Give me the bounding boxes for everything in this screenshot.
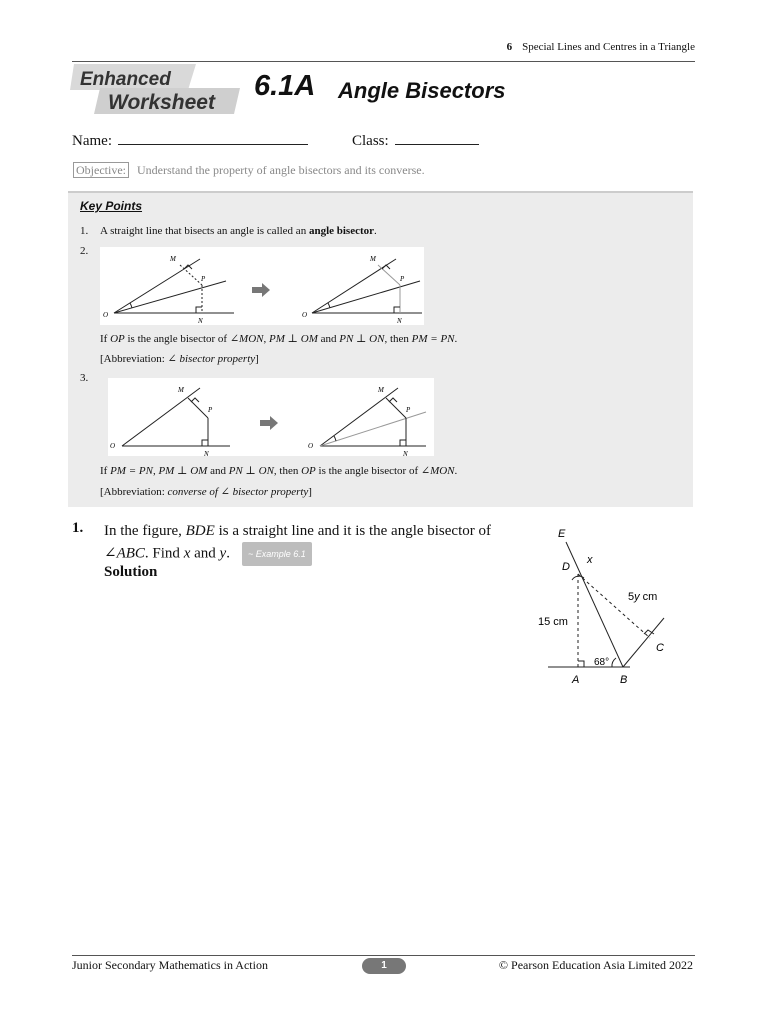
fig2-left-m: M <box>170 255 176 263</box>
chapter-title: Special Lines and Centres in a Triangle <box>522 41 695 53</box>
key-points-panel <box>68 191 693 507</box>
fig3-left-n: N <box>204 450 209 456</box>
worksheet-code: 6.1A <box>254 70 316 102</box>
key-point-3-text: If PM = PN, PM ⊥ OM and PN ⊥ ON, then OP is the angle bisector of ∠MON. <box>100 465 458 477</box>
key-point-1-text: A straight line that bisects an angle is called an angle bisector. <box>100 225 377 237</box>
point-b-label: B <box>620 674 628 686</box>
arrow-right-icon <box>252 283 270 297</box>
fig2-left-o: O <box>103 311 109 319</box>
key-point-2-number: 2. <box>80 245 89 257</box>
arrow-right-icon <box>260 416 278 430</box>
side-5y-label: 5y cm <box>628 591 658 603</box>
chapter-number: 6 <box>506 41 513 53</box>
objective-text: Understand the property of angle bisectors and its converse. <box>137 163 425 177</box>
solution-label: Solution <box>104 564 158 580</box>
point-e-label: E <box>558 528 566 540</box>
fig2-left-p: P <box>201 275 206 283</box>
name-label: Name: <box>72 133 112 149</box>
enhanced-worksheet-banner <box>70 62 240 118</box>
fig3-left <box>122 388 230 446</box>
fig3-right <box>320 388 426 446</box>
banner-line2: Worksheet <box>108 91 215 114</box>
side-15cm-label: 15 cm <box>538 616 568 628</box>
key-points-title: Key Points <box>80 199 143 213</box>
point-a-label: A <box>572 674 580 686</box>
key-point-3-figure <box>108 378 434 456</box>
key-point-2-text: If OP is the angle bisector of ∠MON, PM ⊥ OM and PN ⊥ ON, then PM = PN. <box>100 333 458 345</box>
fig3-left-p: P <box>208 406 213 414</box>
fig2-right-n: N <box>397 317 402 325</box>
fig2-right-m: M <box>370 255 376 263</box>
objective-label: Objective: <box>73 162 129 178</box>
example-reference-badge[interactable]: ~ Example 6.1 <box>242 542 312 566</box>
name-field[interactable] <box>72 133 308 150</box>
fig3-right-n: N <box>403 450 408 456</box>
name-blank[interactable] <box>118 133 308 145</box>
fig3-right-m: M <box>378 386 384 394</box>
class-blank[interactable] <box>395 133 479 145</box>
point-c-label: C <box>656 642 664 654</box>
fig2-left <box>114 259 234 313</box>
fig3-left-o: O <box>110 442 116 450</box>
point-d-label: D <box>562 561 570 573</box>
key-point-3-abbreviation: [Abbreviation: converse of ∠ bisector property] <box>100 486 312 498</box>
fig3-right-o: O <box>308 442 314 450</box>
class-label: Class: <box>352 133 389 149</box>
objective <box>73 163 425 178</box>
banner-line1: Enhanced <box>80 69 171 90</box>
fig2-right-p: P <box>400 275 405 283</box>
key-point-2-figure <box>100 247 424 325</box>
fig2-right-o: O <box>302 311 308 319</box>
page-number: 1 <box>362 958 406 974</box>
angle-68-label: 68° <box>594 657 610 668</box>
key-point-2-abbreviation: [Abbreviation: ∠ bisector property] <box>100 353 259 365</box>
worksheet-title: Angle Bisectors <box>338 78 506 103</box>
question-1-text: In the figure, BDE is a straight line and it is the angle bisector of ∠ABC. Find x and y. ~ Example 6.1 <box>104 520 514 566</box>
footer-copyright: © Pearson Education Asia Limited 2022 <box>498 958 693 972</box>
question-1-figure <box>530 522 700 690</box>
footer-rule <box>72 955 695 956</box>
fig2-right <box>312 259 422 313</box>
key-point-3-number: 3. <box>80 372 89 384</box>
fig3-left-m: M <box>178 386 184 394</box>
class-field[interactable] <box>352 133 479 150</box>
fig2-left-n: N <box>198 317 203 325</box>
footer-book-title: Junior Secondary Mathematics in Action <box>72 958 268 972</box>
question-1-number: 1. <box>72 520 84 536</box>
angle-x-label: x <box>587 554 593 566</box>
fig3-right-p: P <box>406 406 411 414</box>
key-point-1-number: 1. <box>80 225 89 237</box>
running-header <box>507 41 695 53</box>
